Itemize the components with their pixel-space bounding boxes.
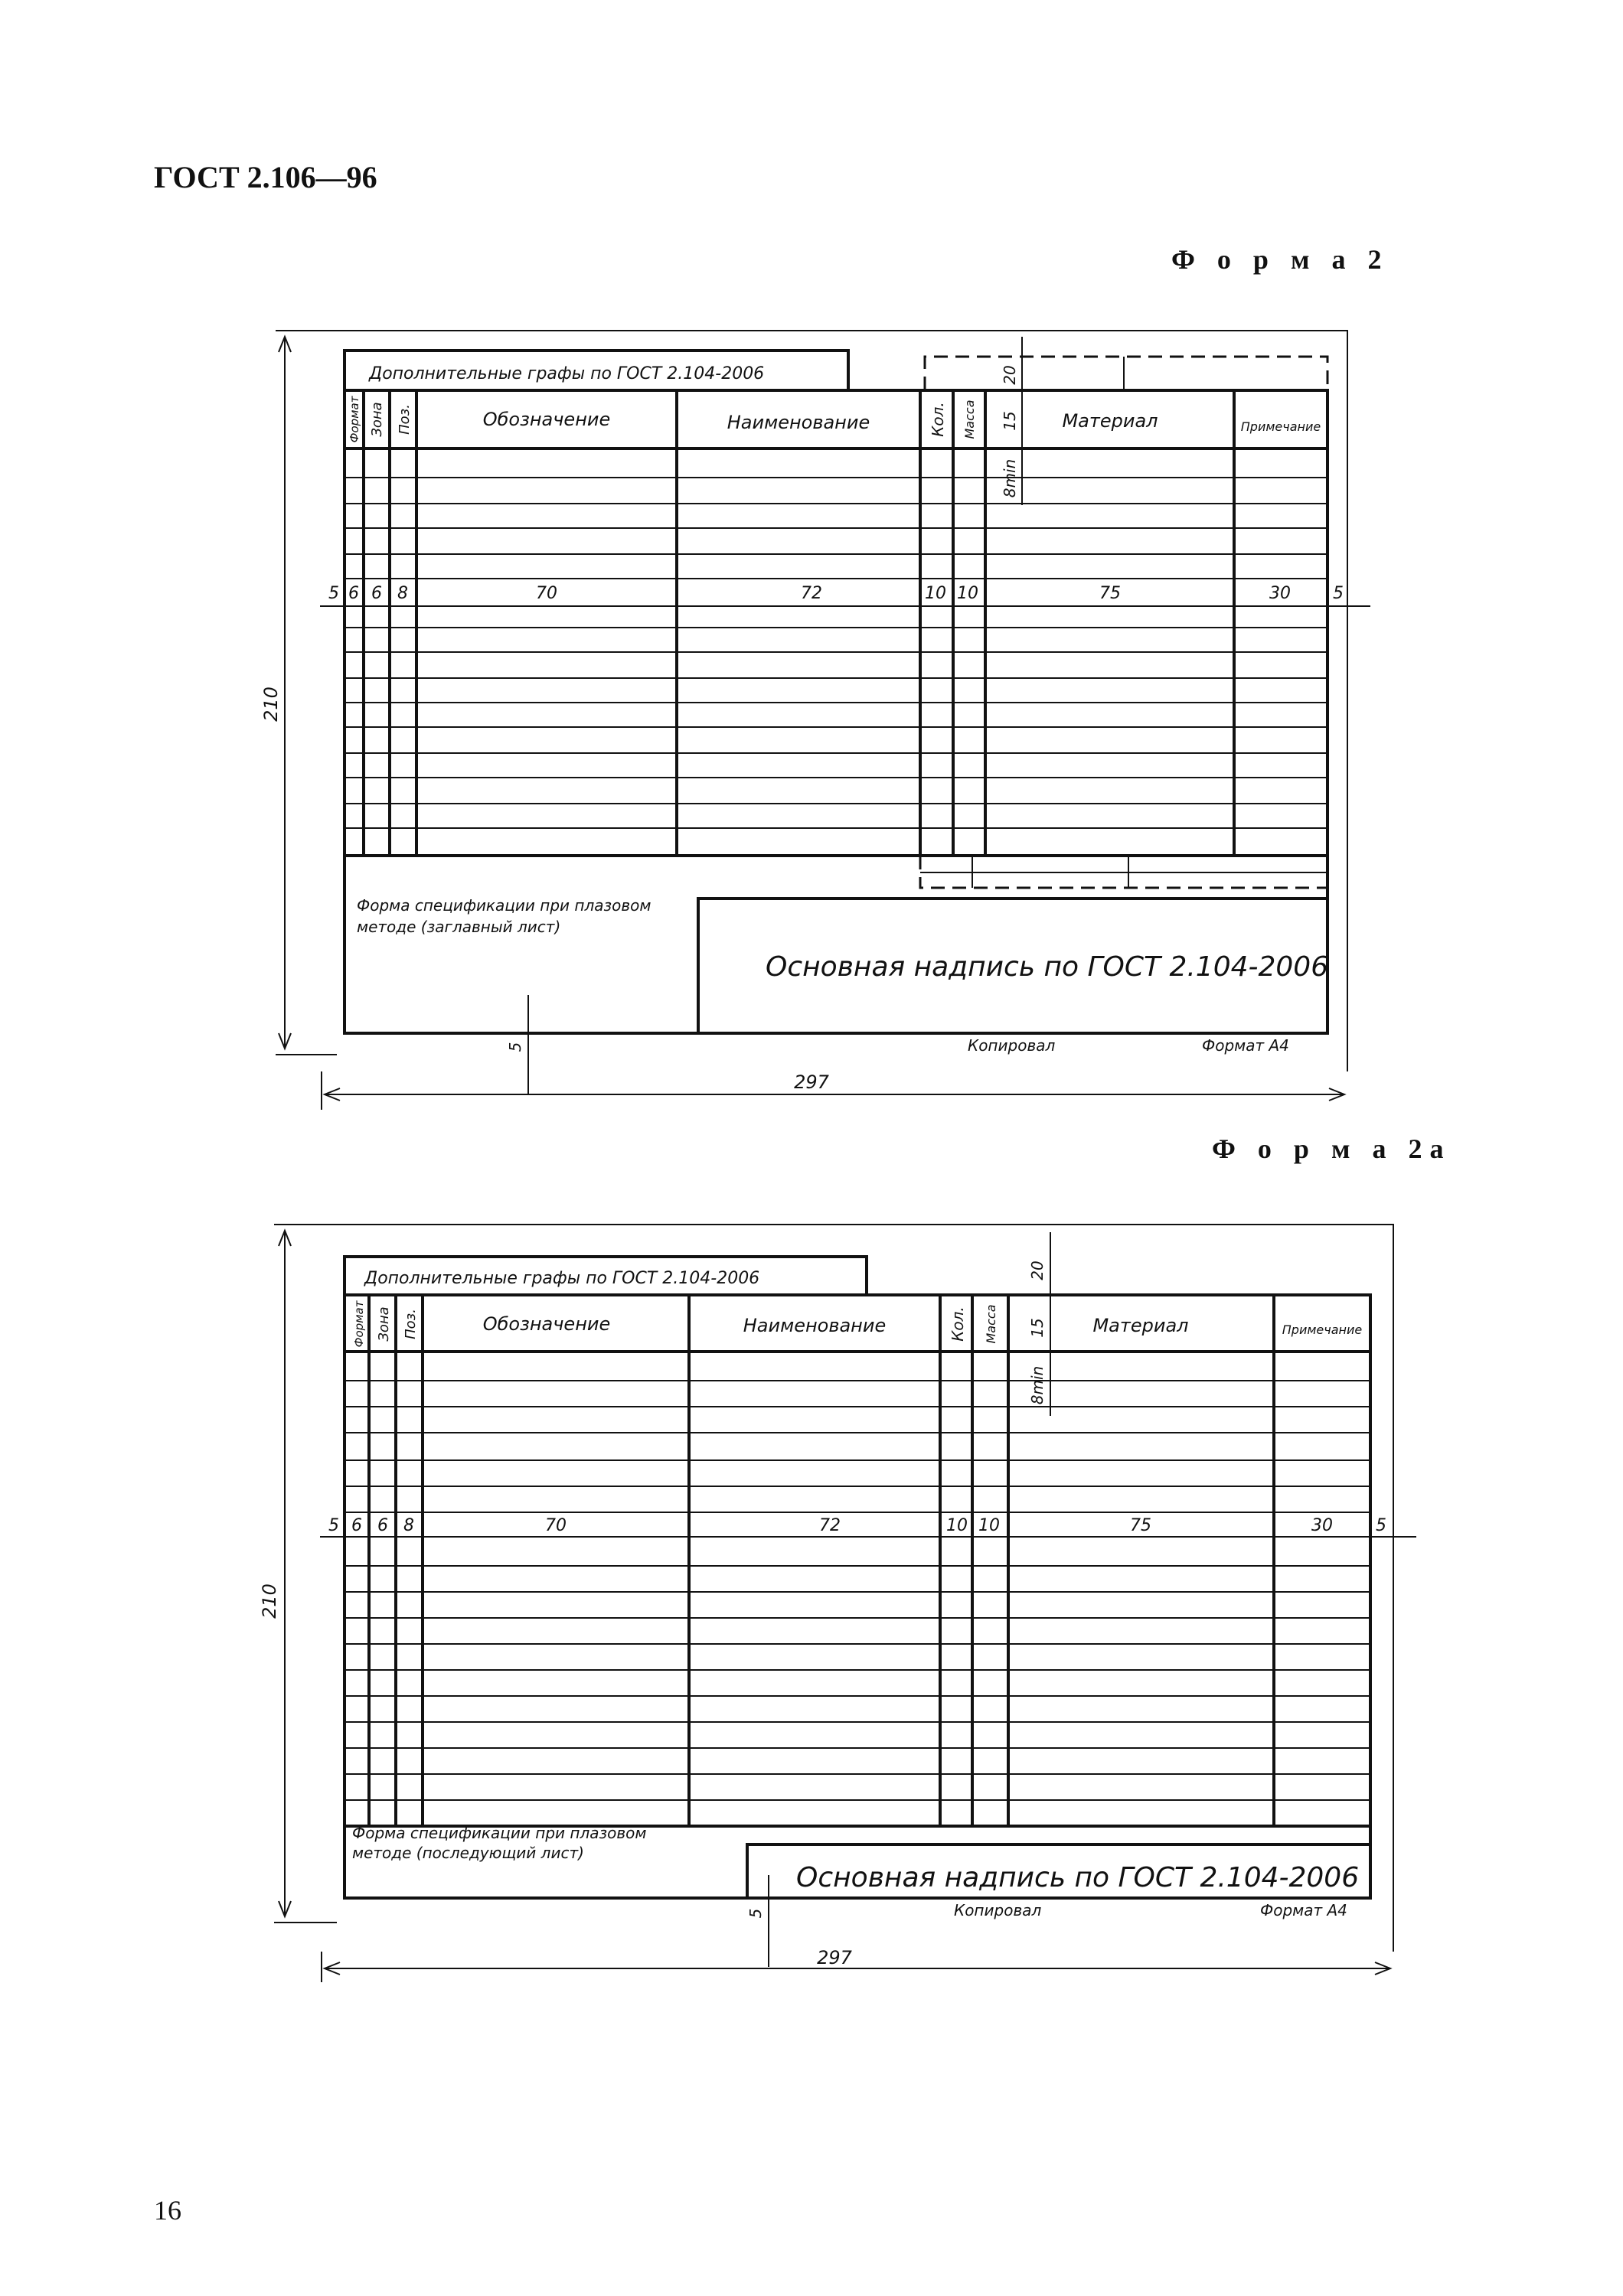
form-2a-title: Ф о р м а 2а <box>1212 1133 1452 1164</box>
col-pos-label: Поз. <box>403 1309 419 1339</box>
width-dim: 297 <box>817 1947 852 1968</box>
width-dims <box>328 584 1344 603</box>
dim-material: 75 <box>1099 584 1121 603</box>
frame <box>345 1295 1370 1898</box>
dim-right-margin: 5 <box>1376 1516 1386 1535</box>
width-dims <box>328 1516 1386 1535</box>
dim-5-bottom: 5 <box>506 1042 524 1052</box>
dim-20: 20 <box>1001 365 1019 385</box>
form-caption-line1: Форма спецификации при плазовом <box>357 896 651 915</box>
format-label: Формат А4 <box>1202 1036 1289 1055</box>
dim-name: 72 <box>819 1516 841 1535</box>
title-block-label: Основная надпись по ГОСТ 2.104-2006 <box>796 1862 1360 1893</box>
dim-15: 15 <box>1001 411 1019 431</box>
frame <box>345 390 1327 1033</box>
form-2-title: Ф о р м а 2 <box>1171 244 1390 275</box>
dim-8: 8min <box>1028 1365 1047 1405</box>
col-material-label: Материал <box>1062 410 1158 432</box>
dim-material: 75 <box>1130 1516 1151 1535</box>
col-pos-label: Поз. <box>397 404 413 435</box>
form-caption-line2: методе (заглавный лист) <box>357 918 561 936</box>
dim-left-margin: 5 <box>328 584 339 603</box>
col-mass-label: Масса <box>984 1304 998 1344</box>
col-mass-label: Масса <box>962 400 977 439</box>
col-designation-label: Обозначение <box>482 1313 611 1335</box>
form-caption-line1: Форма спецификации при плазовом <box>352 1824 647 1842</box>
col-notes-label: Примечание <box>1240 419 1321 434</box>
page-number: 16 <box>154 2195 181 2226</box>
col-name-label: Наименование <box>727 412 870 433</box>
dim-pos: 8 <box>397 584 408 603</box>
extra-columns-label: Дополнительные графы по ГОСТ 2.104-2006 <box>364 1269 760 1288</box>
dim-designation: 70 <box>536 584 557 603</box>
dim-zone: 6 <box>377 1516 388 1535</box>
col-qty-label: Кол. <box>949 1306 967 1342</box>
height-dim: 210 <box>260 687 282 722</box>
col-name-label: Наименование <box>743 1315 887 1336</box>
width-dim: 297 <box>794 1071 829 1093</box>
dim-8: 8min <box>1001 458 1019 498</box>
dim-left-margin: 5 <box>328 1516 339 1535</box>
copied-label: Копировал <box>954 1901 1042 1919</box>
col-designation-label: Обозначение <box>482 409 611 430</box>
col-qty-label: Кол. <box>929 402 947 437</box>
col-zone-label: Зона <box>376 1306 392 1342</box>
col-format-label: Формат <box>352 1300 366 1348</box>
dim-15: 15 <box>1028 1318 1047 1338</box>
dim-mass: 10 <box>978 1516 1000 1535</box>
dim-mass: 10 <box>957 584 978 603</box>
col-notes-label: Примечание <box>1282 1322 1363 1337</box>
col-zone-label: Зона <box>369 402 385 437</box>
format-label: Формат А4 <box>1260 1901 1347 1919</box>
form-2a-drawing <box>0 1186 1623 2181</box>
title-block-label: Основная надпись по ГОСТ 2.104-2006 <box>766 951 1329 983</box>
dim-5-bottom: 5 <box>746 1908 765 1919</box>
extra-columns-label: Дополнительные графы по ГОСТ 2.104-2006 <box>369 364 765 383</box>
dim-pos: 8 <box>403 1516 414 1535</box>
dim-name: 72 <box>801 584 822 603</box>
standard-number: ГОСТ 2.106—96 <box>154 160 377 194</box>
dim-20: 20 <box>1028 1261 1047 1280</box>
form-caption-line2: методе (последующий лист) <box>352 1844 584 1862</box>
copied-label: Копировал <box>968 1036 1056 1055</box>
dim-qty: 10 <box>946 1516 968 1535</box>
col-material-label: Материал <box>1092 1315 1189 1336</box>
dim-designation: 70 <box>545 1516 567 1535</box>
dim-format: 6 <box>351 1516 362 1535</box>
dim-right-margin: 5 <box>1333 584 1344 603</box>
dim-format: 6 <box>348 584 359 603</box>
height-dim: 210 <box>259 1583 280 1619</box>
dim-notes: 30 <box>1311 1516 1333 1535</box>
dim-notes: 30 <box>1269 584 1291 603</box>
dim-qty: 10 <box>925 584 946 603</box>
dim-zone: 6 <box>371 584 382 603</box>
col-format-label: Формат <box>348 396 361 443</box>
